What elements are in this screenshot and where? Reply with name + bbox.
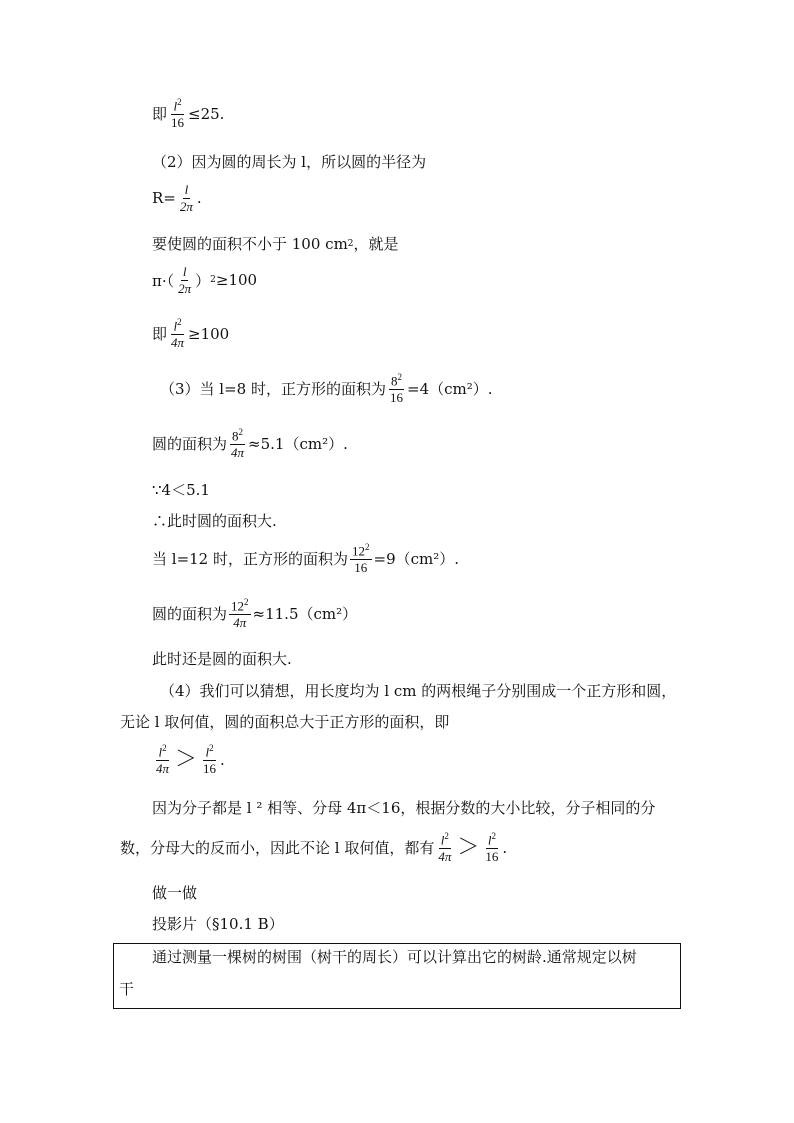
paragraph-2: （2）因为圆的周长为 l，所以圆的半径为: [152, 153, 427, 171]
fraction: $\frac{12^2}{16}$: [352, 542, 370, 575]
boxed-problem: [113, 943, 681, 1009]
conclusion-line: 此时还是圆的面积大.: [152, 650, 292, 668]
radius-formula: R= $\frac{l}{2\pi}$ .: [152, 182, 202, 214]
fraction: $\frac{l^2}{4\pi}$: [156, 743, 170, 776]
therefore-line: ∴此时圆的面积大.: [152, 512, 277, 530]
comparison-formula: $\frac{l^2}{4\pi}$ ＞ $\frac{l^2}{16}$ .: [156, 743, 225, 776]
fraction: $\frac{l^2}{16}$: [203, 743, 217, 776]
fraction: $\frac{l}{2\pi}$: [178, 264, 192, 296]
fraction: $\frac{8^2}{16}$: [390, 372, 403, 405]
because-line: ∵4＜5.1: [152, 481, 210, 499]
fraction: $\frac{12^2}{4\pi}$: [231, 597, 249, 630]
fraction: $\frac{l^2}{4\pi}$: [171, 317, 185, 350]
circle-area-12: 圆的面积为 $\frac{12^2}{4\pi}$ ≈11.5（cm²）: [152, 597, 358, 630]
circle-area-inequality: π·（ $\frac{l}{2\pi}$ ） 2 ≥100: [152, 264, 258, 296]
slide-reference: 投影片（§10.1 B）: [152, 915, 284, 933]
boxed-line-1: 通过测量一棵树的树围（树干的周长）可以计算出它的树龄.通常规定以树: [152, 948, 637, 966]
boxed-line-2: 干: [119, 980, 135, 998]
fraction: $\frac{8^2}{4\pi}$: [231, 427, 245, 460]
paragraph-4-cont: 无论 l 取何值，圆的面积总大于正方形的面积，即: [120, 713, 450, 731]
fraction: $\frac{l^2}{16}$: [171, 97, 185, 130]
section-heading-try: 做一做: [152, 884, 198, 902]
fraction: $\frac{l^2}{16}$: [485, 831, 499, 864]
circle-area-8: 圆的面积为 $\frac{8^2}{4\pi}$ ≈5.1（cm²）.: [152, 427, 348, 460]
fraction: $\frac{l^2}{4\pi}$: [438, 831, 452, 864]
paragraph-area-condition: 要使圆的面积不小于 100 cm 2 ，就是: [152, 235, 399, 253]
explanation-line: 因为分子都是 l ² 相等、分母 4π＜16，根据分数的大小比较，分子相同的分: [152, 799, 656, 817]
inequality-line-square: 即 $\frac{l^2}{16}$ ≤25.: [152, 97, 225, 130]
square-area-12: 当 l=12 时，正方形的面积为 $\frac{12^2}{16}$ =9（cm²）.: [152, 542, 460, 575]
inequality-line-circle: 即 $\frac{l^2}{4\pi}$ ≥100: [152, 317, 230, 350]
explanation-cont: 数，分母大的反而小，因此不论 l 取何值，都有 $\frac{l^2}{4\pi}$ ＞ $\frac{l^2}{16}$ .: [120, 831, 508, 864]
paragraph-4: （4）我们可以猜想，用长度均为 l cm 的两根绳子分别围成一个正方形和圆，: [160, 682, 677, 700]
fraction: $\frac{l}{2\pi}$: [179, 182, 193, 214]
paragraph-3-square: （3）当 l=8 时，正方形的面积为 $\frac{8^2}{16}$ =4（cm²）.: [160, 372, 493, 405]
